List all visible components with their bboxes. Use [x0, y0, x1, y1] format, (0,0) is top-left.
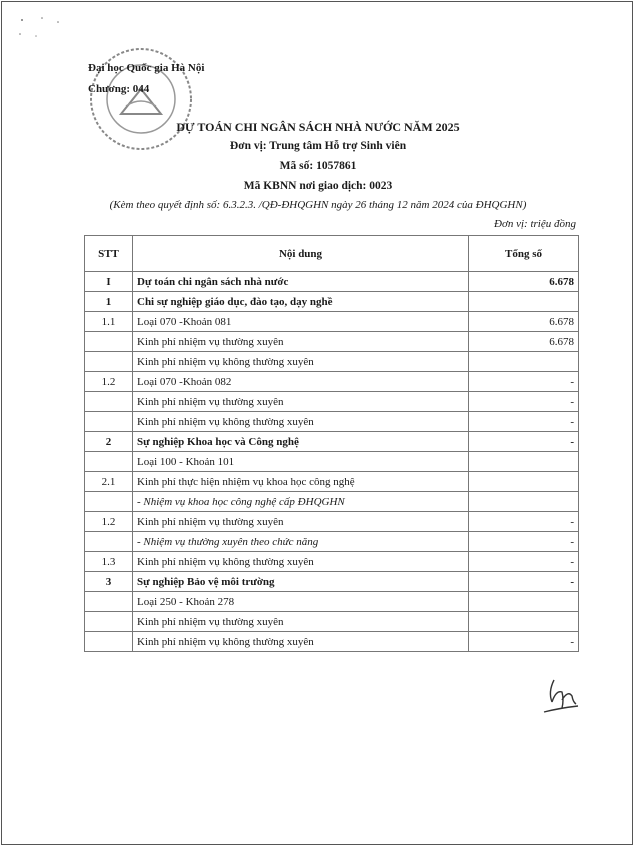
row-content: Loại 070 -Khoản 082 [133, 372, 469, 392]
row-value: - [469, 392, 579, 412]
table-row [85, 372, 579, 392]
row-value: - [469, 552, 579, 572]
header-content: Nội dung [133, 236, 469, 272]
row-content: Sự nghiệp Bảo vệ môi trường [133, 572, 469, 592]
scan-specks [16, 14, 76, 44]
row-value: - [469, 572, 579, 592]
table-row [85, 632, 579, 652]
row-value: - [469, 412, 579, 432]
row-stt: 2.1 [85, 472, 133, 492]
row-content: Kinh phí nhiệm vụ thường xuyên [133, 392, 469, 412]
row-content: Kinh phí nhiệm vụ thường xuyên [133, 332, 469, 352]
row-stt: 3 [85, 572, 133, 592]
row-stt [85, 392, 133, 412]
chapter-code: Chương: 044 [88, 83, 150, 95]
row-content: Loại 250 - Khoản 278 [133, 592, 469, 612]
table-row [85, 592, 579, 612]
row-content: Kinh phí nhiệm vụ không thường xuyên [133, 352, 469, 372]
table-row [85, 572, 579, 592]
row-stt: 1.2 [85, 512, 133, 532]
row-value: - [469, 432, 579, 452]
row-stt [85, 332, 133, 352]
row-value: - [469, 512, 579, 532]
row-value [469, 452, 579, 472]
row-stt [85, 412, 133, 432]
row-stt [85, 612, 133, 632]
row-value: - [469, 532, 579, 552]
row-value [469, 292, 579, 312]
row-value: 6.678 [469, 332, 579, 352]
row-content: Kinh phí nhiệm vụ thường xuyên [133, 612, 469, 632]
row-content: - Nhiệm vụ thường xuyên theo chức năng [133, 532, 469, 552]
row-value [469, 592, 579, 612]
row-stt: 2 [85, 432, 133, 452]
row-stt [85, 452, 133, 472]
money-unit: Đơn vị: triệu đồng [494, 218, 576, 230]
row-content: Loại 070 -Khoản 081 [133, 312, 469, 332]
table-row [85, 412, 579, 432]
row-value [469, 472, 579, 492]
row-content: Chi sự nghiệp giáo dục, đào tạo, dạy nghề [133, 292, 469, 312]
row-stt: 1 [85, 292, 133, 312]
table-row [85, 452, 579, 472]
row-value: - [469, 372, 579, 392]
table-row [85, 492, 579, 512]
unit-name: Đơn vị: Trung tâm Hỗ trợ Sinh viên [229, 140, 407, 152]
row-value: 6.678 [469, 272, 579, 292]
table-row [85, 292, 579, 312]
row-content: Loại 100 - Khoản 101 [133, 452, 469, 472]
table-row [85, 352, 579, 372]
row-value: 6.678 [469, 312, 579, 332]
row-content: Kinh phí nhiệm vụ thường xuyên [133, 512, 469, 532]
row-value: - [469, 632, 579, 652]
table-row [85, 392, 579, 412]
table-header-row [85, 236, 579, 272]
table-row [85, 472, 579, 492]
row-stt [85, 632, 133, 652]
row-stt: 1.1 [85, 312, 133, 332]
table-row [85, 532, 579, 552]
table-row [85, 552, 579, 572]
row-content: - Nhiệm vụ khoa học công nghệ cấp ĐHQGHN [133, 492, 469, 512]
row-stt [85, 352, 133, 372]
row-content: Kinh phí nhiệm vụ không thường xuyên [133, 412, 469, 432]
university-name: Đại học Quốc gia Hà Nội [88, 62, 205, 74]
unit-code: Mã số: 1057861 [279, 160, 357, 172]
row-content: Kinh phí nhiệm vụ không thường xuyên [133, 552, 469, 572]
row-value [469, 612, 579, 632]
row-value [469, 352, 579, 372]
official-seal-stamp [86, 44, 196, 154]
row-content: Kinh phí thực hiện nhiệm vụ khoa học công nghệ [133, 472, 469, 492]
row-stt [85, 492, 133, 512]
handwritten-signature [540, 672, 584, 716]
table-row [85, 312, 579, 332]
row-stt: I [85, 272, 133, 292]
table-row [85, 272, 579, 292]
header-total: Tổng số [469, 236, 579, 272]
header-stt: STT [85, 236, 133, 272]
table-row [85, 432, 579, 452]
decision-reference: (Kèm theo quyết định số: 6.3.2.3. /QĐ-ĐHQGHN ngày 26 tháng 12 năm 2024 của ĐHQGHN) [109, 199, 527, 211]
table-row [85, 332, 579, 352]
row-content: Sự nghiệp Khoa học và Công nghệ [133, 432, 469, 452]
budget-table [84, 235, 579, 652]
row-content: Kinh phí nhiệm vụ không thường xuyên [133, 632, 469, 652]
kbnn-code: Mã KBNN nơi giao dịch: 0023 [243, 180, 393, 192]
row-stt [85, 532, 133, 552]
table-row [85, 512, 579, 532]
row-value [469, 492, 579, 512]
table-row [85, 612, 579, 632]
row-content: Dự toán chi ngân sách nhà nước [133, 272, 469, 292]
row-stt: 1.3 [85, 552, 133, 572]
row-stt: 1.2 [85, 372, 133, 392]
document-title: DỰ TOÁN CHI NGÂN SÁCH NHÀ NƯỚC NĂM 2025 [176, 120, 460, 134]
row-stt [85, 592, 133, 612]
